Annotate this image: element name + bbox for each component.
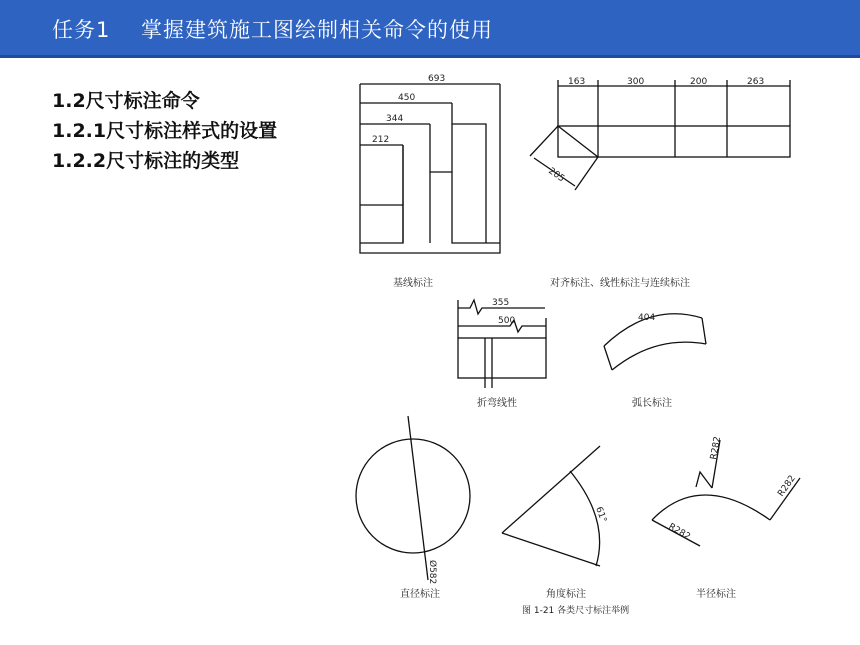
caption-jogged: 折弯线性 (477, 398, 517, 409)
caption-arclength: 弧长标注 (632, 398, 672, 409)
dim-label: R282 (776, 473, 798, 499)
dim-label: 355 (492, 298, 510, 308)
dim-label: 344 (386, 114, 404, 124)
outline-item: 1.2.2尺寸标注的类型 (52, 150, 240, 172)
outline-item: 1.2尺寸标注命令 (52, 90, 200, 112)
dim-label: 61° (593, 505, 609, 525)
dim-label: R282 (709, 435, 724, 461)
dim-label: R282 (666, 521, 692, 543)
dim-label: 500 (498, 316, 516, 326)
caption-aligned: 对齐标注、线性标注与连续标注 (550, 278, 690, 289)
aligned-drawing (530, 80, 790, 190)
figure-caption: 图 1-21 各类尺寸标注举例 (522, 606, 630, 616)
dim-label: 163 (568, 77, 586, 87)
caption-angular: 角度标注 (546, 589, 586, 600)
outline-item: 1.2.1尺寸标注样式的设置 (52, 120, 278, 142)
dim-label: 450 (398, 93, 416, 103)
caption-baseline: 基线标注 (393, 278, 433, 289)
dim-label: 212 (372, 135, 390, 145)
dim-label: 404 (638, 313, 656, 323)
caption-radius: 半径标注 (696, 589, 736, 600)
dim-label: 300 (627, 77, 645, 87)
dim-label: 693 (428, 74, 446, 84)
jogged-drawing (458, 300, 546, 388)
diameter-drawing (356, 416, 470, 580)
caption-diameter: 直径标注 (400, 589, 440, 600)
dim-label: 200 (690, 77, 708, 87)
baseline-drawing (360, 84, 500, 253)
dim-label: 263 (747, 77, 765, 87)
dim-label: 205 (546, 166, 567, 185)
dim-label: Ø582 (427, 560, 437, 585)
angular-drawing (502, 446, 600, 566)
slide-title: 任务1 掌握建筑施工图绘制相关命令的使用 (52, 18, 494, 42)
